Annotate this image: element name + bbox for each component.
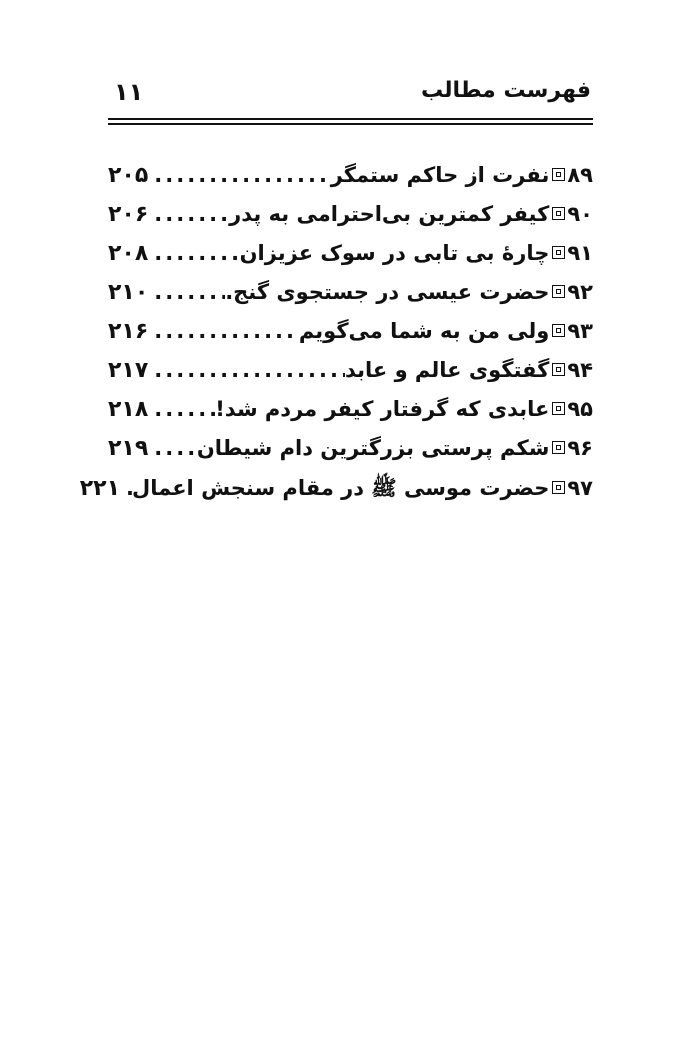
toc-entry: [108, 280, 593, 319]
toc-entry-title: کیفر کمترین بی‌احترامی به پدر: [229, 202, 550, 226]
dot-leader: [148, 241, 239, 265]
toc-entry-page: ۲۱۹: [108, 436, 149, 461]
dot-leader: [148, 280, 225, 304]
square-bullet-icon: [552, 363, 565, 376]
toc-entry: [108, 397, 593, 436]
header-rule-bottom: [108, 123, 593, 125]
toc-entry: [108, 241, 593, 280]
toc-entry-number: ۹۴: [567, 358, 593, 382]
toc-entry-page: ۲۱۸: [108, 397, 149, 422]
toc-entry-number: ۹۷: [567, 476, 593, 500]
toc-entry-number: ۹۵: [567, 397, 593, 421]
toc-entry-title: عابدی که گرفتار کیفر مردم شد!: [215, 397, 550, 421]
square-bullet-icon: [552, 441, 565, 454]
toc-entry-page: ۲۰۵: [108, 163, 149, 188]
table-of-contents: [79, 163, 593, 514]
toc-entry: [108, 202, 593, 241]
toc-entry-title: شکم پرستی بزرگترین دام شیطان: [196, 436, 550, 460]
toc-entry-title: ولی من به شما می‌گویم: [298, 319, 550, 343]
toc-entry-page: ۲۱۶: [108, 319, 149, 344]
toc-entry-page: ۲۱۰: [108, 280, 149, 305]
toc-entry-title: حضرت موسی ﷺ در مقام سنجش اعمال: [132, 476, 550, 500]
dot-leader: [120, 476, 132, 500]
page-number: ۱۱: [114, 78, 144, 106]
toc-entry: [79, 475, 593, 514]
header-rule-top: [108, 118, 593, 120]
toc-entry-page: ۲۰۸: [108, 241, 149, 266]
dot-leader: [148, 202, 229, 226]
square-bullet-icon: [552, 324, 565, 337]
square-bullet-icon: [552, 285, 565, 298]
toc-entry-number: ۸۹: [567, 163, 593, 187]
toc-entry-page: ۲۰۶: [108, 202, 149, 227]
toc-entry: [108, 163, 593, 202]
dot-leader: [148, 397, 215, 421]
toc-entry-number: ۹۲: [567, 280, 593, 304]
square-bullet-icon: [552, 168, 565, 181]
square-bullet-icon: [552, 481, 565, 494]
square-bullet-icon: [552, 207, 565, 220]
toc-entry-title: گفتگوی عالم و عابد: [345, 358, 550, 382]
square-bullet-icon: [552, 402, 565, 415]
square-bullet-icon: [552, 246, 565, 259]
toc-entry: [108, 436, 593, 475]
page-header-title: فهرست مطالب: [420, 78, 591, 103]
toc-entry-title: چارهٔ بی تابی در سوک عزیزان: [239, 241, 550, 265]
toc-entry: [108, 319, 593, 358]
toc-entry-number: ۹۰: [567, 202, 593, 226]
toc-entry-number: ۹۶: [567, 436, 593, 460]
toc-entry-number: ۹۱: [567, 241, 593, 265]
toc-entry-title: نفرت از حاکم ستمگر: [330, 163, 550, 187]
toc-entry: [108, 358, 593, 397]
dot-leader: [148, 319, 299, 343]
dot-leader: [148, 436, 197, 460]
dot-leader: [148, 358, 345, 382]
page-header: [108, 78, 591, 110]
toc-entry-number: ۹۳: [567, 319, 593, 343]
toc-entry-title: حضرت عیسی در جستجوی گنج.: [225, 280, 550, 304]
toc-entry-page: ۲۲۱: [79, 476, 121, 501]
dot-leader: [148, 163, 330, 187]
toc-entry-page: ۲۱۷: [108, 358, 149, 383]
